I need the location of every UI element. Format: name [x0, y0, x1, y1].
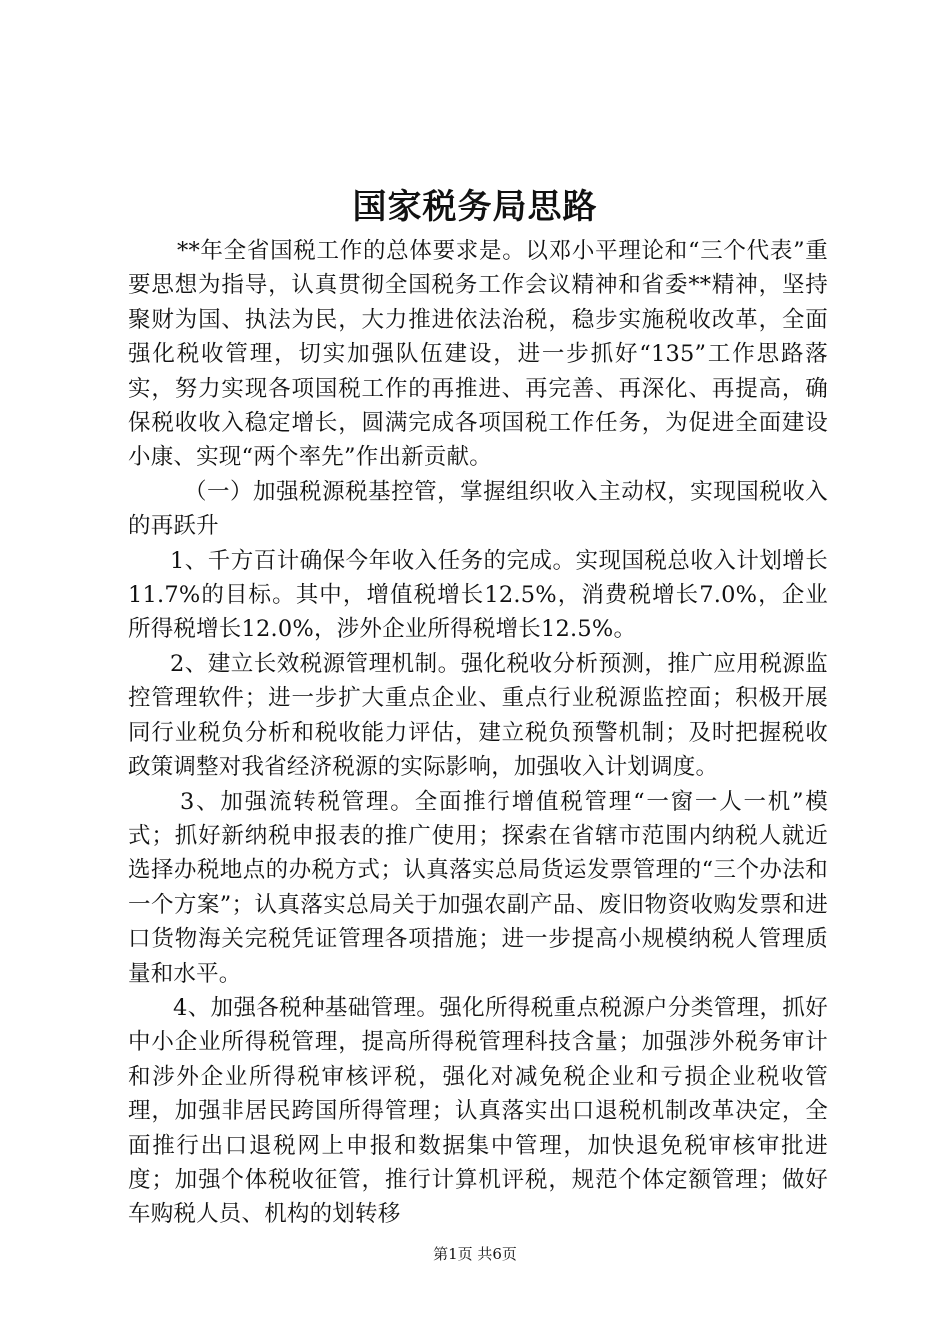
document-title: 国家税务局思路 [352, 187, 598, 227]
paragraph-section-heading: （一）加强税源税基控管，掌握组织收入主动权，实现国税收入的再跃升 [128, 478, 828, 540]
paragraph-item-2: 2、建立长效税源管理机制。强化税收分析预测，推广应用税源监控管理软件；进一步扩大重点企业、重点行业税源监控面；积极开展同行业税负分析和税收能力评估，建立税负预警机制；及时把握税收政策调整对我省经济税源的实际影响，加强收入计划调度。 [128, 650, 828, 781]
paragraph-item-3: 3、加强流转税管理。全面推行增值税管理“一窗一人一机”模式；抓好新纳税申报表的推广使用；探索在省辖市范围内纳税人就近选择办税地点的办税方式；认真落实总局货运发票管理的“三个办法和一个方案”；认真落实总局关于加强农副产品、废旧物资收购发票和进口货物海关完税凭证管理各项措施；进一步提高小规模纳税人管理质量和水平。 [128, 788, 828, 987]
paragraph-item-1: 1、千方百计确保今年收入任务的完成。实现国税总收入计划增长11.7%的目标。其中，增值税增长12.5%，消费税增长7.0%，企业所得税增长12.0%，涉外企业所得税增长12.5%。 [128, 547, 828, 643]
paragraph-item-4: 4、加强各税种基础管理。强化所得税重点税源户分类管理，抓好中小企业所得税管理，提高所得税管理科技含量；加强涉外税务审计和涉外企业所得税审核评税，强化对减免税企业和亏损企业税收管理，加强非居民跨国所得管理；认真落实出口退税机制改革决定，全面推行出口退税网上申报和数据集中管理，加快退免税审核审批进度；加强个体税收征管，推行计算机评税，规范个体定额管理；做好车购税人员、机构的划转移 [128, 994, 828, 1228]
document-body [128, 234, 828, 1232]
page-footer: 第1页 共6页 [433, 1245, 517, 1263]
paragraph-intro: **年全省国税工作的总体要求是。以邓小平理论和“三个代表”重要思想为指导，认真贯彻全国税务工作会议精神和省委**精神，坚持聚财为国、执法为民，大力推进依法治税，稳步实施税收改革，全面强化税收管理，切实加强队伍建设，进一步抓好“135”工作思路落实，努力实现各项国税工作的再推进、再完善、再深化、再提高，确保税收收入稳定增长，圆满完成各项国税工作任务，为促进全面建设小康、实现“两个率先”作出新贡献。 [128, 238, 828, 471]
